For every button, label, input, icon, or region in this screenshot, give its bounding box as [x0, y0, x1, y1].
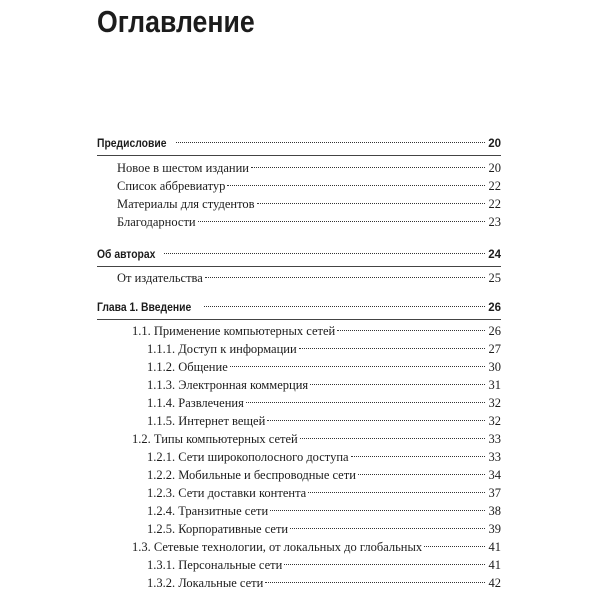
toc-subsection[interactable]: [147, 340, 501, 358]
toc-subsection[interactable]: [147, 448, 501, 466]
toc-entry-label: Об авторах: [97, 249, 156, 261]
toc-subsection[interactable]: [147, 358, 501, 376]
toc-entry-label: 1.2.2. Мобильные и беспроводные сети: [147, 468, 356, 482]
dot-leader: [358, 474, 485, 475]
toc-page-number: 22: [488, 197, 501, 211]
toc-page-number: 33: [488, 450, 501, 464]
dot-leader: [308, 492, 485, 493]
toc-subsection[interactable]: [147, 556, 501, 574]
dot-leader: [164, 253, 485, 254]
toc-entry-label: 1.1.3. Электронная коммерция: [147, 378, 309, 392]
toc-section[interactable]: [132, 430, 501, 448]
toc-page-number: 27: [488, 342, 501, 356]
toc-entry-label: Глава 1. Введение: [97, 302, 192, 314]
toc-page-number: 33: [488, 432, 501, 446]
toc-entry-label: 1.1.4. Развлечения: [147, 396, 244, 410]
toc-page-number: 38: [488, 504, 501, 518]
toc-entry-label: 1.1.1. Доступ к информации: [147, 342, 297, 356]
dot-leader: [299, 348, 485, 349]
toc-page-number: 37: [488, 486, 501, 500]
divider: [97, 155, 501, 156]
toc-entry-label: 1.2. Типы компьютерных сетей: [132, 432, 298, 446]
toc-entry-label: 1.1.5. Интернет вещей: [147, 414, 266, 428]
toc-entry-label: 1.2.5. Корпоративные сети: [147, 522, 289, 536]
toc-entry[interactable]: [117, 195, 501, 213]
toc-entry-label: Список аббревиатур: [117, 179, 226, 193]
dot-leader: [198, 221, 485, 222]
toc-page-number: 20: [488, 161, 501, 175]
toc-entry-label: 1.2.3. Сети доставки контента: [147, 486, 307, 500]
page-title: Оглавление: [97, 4, 255, 39]
toc-subsection[interactable]: [147, 574, 501, 592]
toc-entry-label: 1.2.4. Транзитные сети: [147, 504, 269, 518]
toc-page-number: 41: [488, 558, 501, 572]
dot-leader: [337, 330, 485, 331]
toc-subsection[interactable]: [147, 412, 501, 430]
dot-leader: [284, 564, 485, 565]
toc-entry-label: 1.3.2. Локальные сети: [147, 576, 264, 590]
dot-leader: [205, 277, 485, 278]
dot-leader: [267, 420, 485, 421]
toc-subsection[interactable]: [147, 394, 501, 412]
toc-entry-label: Предисловие: [97, 138, 167, 150]
toc-entry-label: Благодарности: [117, 215, 196, 229]
toc-entry[interactable]: [117, 213, 501, 231]
toc-section[interactable]: [132, 322, 501, 340]
toc-section[interactable]: [132, 538, 501, 556]
toc-subsection[interactable]: [147, 466, 501, 484]
dot-leader: [176, 142, 485, 143]
dot-leader: [351, 456, 485, 457]
toc-entry-label: 1.2.1. Сети широкополосного доступа: [147, 450, 349, 464]
dot-leader: [310, 384, 485, 385]
toc-entry[interactable]: [117, 159, 501, 177]
toc-page-number: 30: [488, 360, 501, 374]
toc-page-number: 25: [488, 271, 501, 285]
dot-leader: [230, 366, 485, 367]
toc-chapter-preface[interactable]: [97, 135, 501, 153]
toc-chapter-about-authors[interactable]: [97, 246, 501, 264]
toc-page-number: 23: [488, 215, 501, 229]
toc-page-number: 41: [488, 540, 501, 554]
toc-entry-label: 1.1.2. Общение: [147, 360, 228, 374]
divider: [97, 266, 501, 267]
divider: [97, 319, 501, 320]
toc-page-number: 32: [488, 396, 501, 410]
dot-leader: [265, 582, 485, 583]
dot-leader: [424, 546, 485, 547]
dot-leader: [246, 402, 485, 403]
toc-entry-label: Материалы для студентов: [117, 197, 255, 211]
toc-page-number: 42: [488, 576, 501, 590]
toc-page-number: 22: [488, 179, 501, 193]
toc-page-number: 24: [488, 249, 501, 261]
toc-subsection[interactable]: [147, 484, 501, 502]
dot-leader: [290, 528, 485, 529]
toc-entry[interactable]: [117, 269, 501, 287]
toc-entry-label: 1.3.1. Персональные сети: [147, 558, 283, 572]
toc-chapter-1[interactable]: [97, 299, 501, 317]
dot-leader: [300, 438, 485, 439]
toc-entry-label: 1.3. Сетевые технологии, от локальных до глобальных: [132, 540, 423, 554]
toc-page-number: 34: [488, 468, 501, 482]
dot-leader: [270, 510, 485, 511]
dot-leader: [251, 167, 485, 168]
toc-entry-label: Новое в шестом издании: [117, 161, 249, 175]
toc-entry-label: От издательства: [117, 271, 203, 285]
toc-subsection[interactable]: [147, 376, 501, 394]
toc-subsection[interactable]: [147, 502, 501, 520]
toc-page-number: 20: [488, 138, 501, 150]
toc-page-number: 31: [488, 378, 501, 392]
toc-entry-label: 1.1. Применение компьютерных сетей: [132, 324, 336, 338]
dot-leader: [227, 185, 485, 186]
toc-entry[interactable]: [117, 177, 501, 195]
toc-page-number: 32: [488, 414, 501, 428]
toc-page-number: 26: [488, 302, 501, 314]
dot-leader: [204, 306, 485, 307]
toc-page-number: 26: [488, 324, 501, 338]
dot-leader: [257, 203, 485, 204]
toc-subsection[interactable]: [147, 520, 501, 538]
toc-page-number: 39: [488, 522, 501, 536]
